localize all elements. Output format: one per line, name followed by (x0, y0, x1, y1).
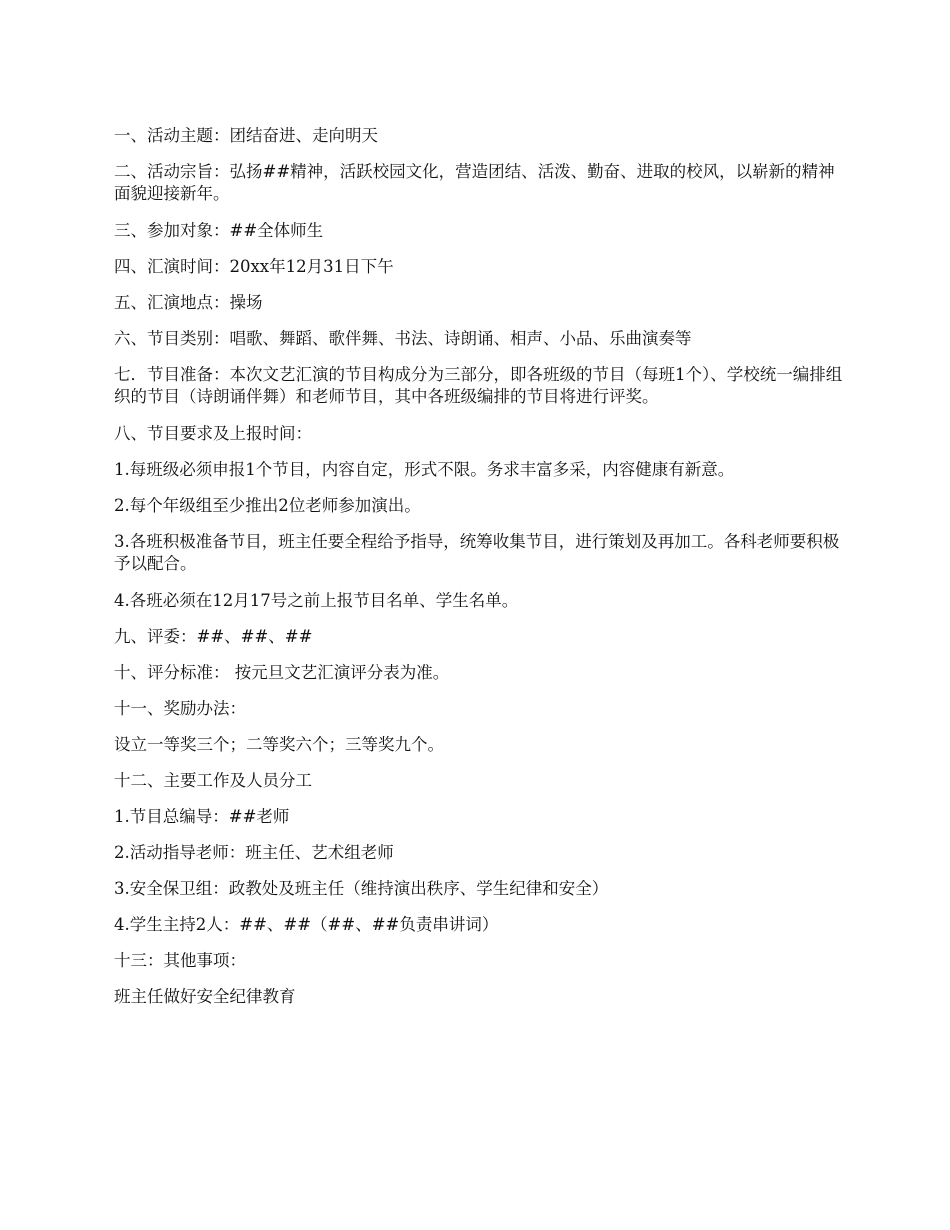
list-item-staff-3: 3.安全保卫组：政教处及班主任（维持演出秩序、学生纪律和安全） (114, 879, 609, 898)
list-item-staff-4: 4.学生主持2人：##、##（##、##负责串讲词） (114, 915, 499, 934)
paragraph-staff-heading: 十二、主要工作及人员分工 (114, 771, 312, 790)
list-item-staff-2: 2.活动指导老师：班主任、艺术组老师 (114, 843, 394, 862)
paragraph-program-types: 六、节目类别：唱歌、舞蹈、歌伴舞、书法、诗朗诵、相声、小品、乐曲演奏等 (114, 329, 692, 348)
paragraph-participants: 三、参加对象：##全体师生 (114, 221, 324, 240)
paragraph-awards: 设立一等奖三个；二等奖六个；三等奖九个。 (114, 735, 444, 754)
list-item-requirement-3: 3.各班积极准备节目，班主任要全程给予指导，统筹收集节目，进行策划及再加工。各科老师要积极予以配合。 (114, 532, 840, 573)
paragraph-location: 五、汇演地点：操场 (114, 293, 263, 312)
paragraph-theme: 一、活动主题：团结奋进、走向明天 (114, 126, 378, 145)
list-item-requirement-2: 2.每个年级组至少推出2位老师参加演出。 (114, 496, 421, 515)
document-body (114, 125, 844, 1022)
paragraph-other-heading: 十三：其他事项： (114, 951, 246, 970)
paragraph-judges: 九、评委：##、##、## (114, 627, 313, 646)
paragraph-purpose: 二、活动宗旨：弘扬##精神，活跃校园文化，营造团结、活泼、勤奋、进取的校风，以崭新的精神面貌迎接新年。 (114, 162, 835, 203)
paragraph-awards-heading: 十一、奖励办法： (114, 699, 246, 718)
list-item-requirement-1: 1.每班级必须申报1个节目，内容自定，形式不限。务求丰富多采，内容健康有新意。 (114, 460, 735, 479)
paragraph-program-prep: 七．节目准备：本次文艺汇演的节目构成分为三部分，即各班级的节目（每班1个）、学校统一编排组织的节目（诗朗诵伴舞）和老师节目，其中各班级编排的节目将进行评奖。 (114, 365, 843, 406)
paragraph-scoring: 十、评分标准： 按元旦文艺汇演评分表为准。 (114, 663, 450, 682)
paragraph-time: 四、汇演时间：20xx年12月31日下午 (114, 257, 394, 276)
paragraph-other: 班主任做好安全纪律教育 (114, 987, 296, 1006)
list-item-staff-1: 1.节目总编导：##老师 (114, 807, 290, 826)
paragraph-requirements-heading: 八、节目要求及上报时间： (114, 424, 312, 443)
list-item-requirement-4: 4.各班必须在12月17号之前上报节目名单、学生名单。 (114, 591, 519, 610)
